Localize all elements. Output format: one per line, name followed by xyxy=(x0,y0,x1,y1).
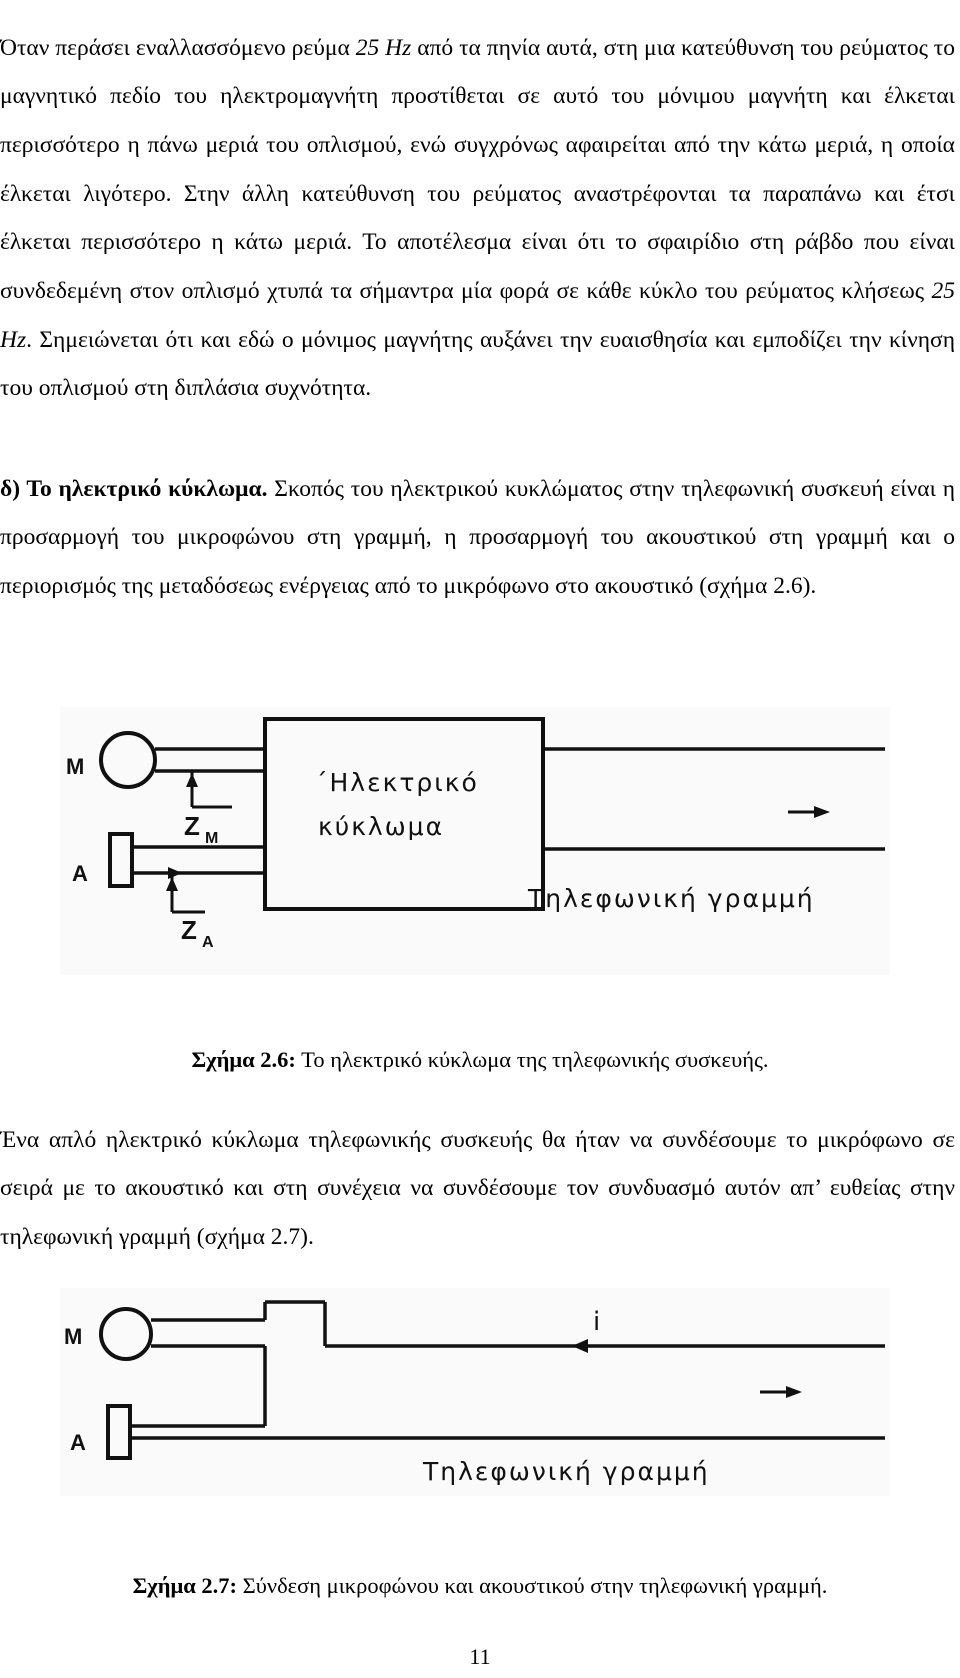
label-earpiece: A xyxy=(72,861,88,886)
text-run: . Σημειώνεται ότι και εδώ ο μόνιμος μαγνήτης αυξάνει την ευαισθησία και εμποδίζει την κίνηση του οπλισμού στη διπλάσια συχνότητα. xyxy=(0,326,955,402)
microphone-symbol xyxy=(101,1309,151,1359)
series-diagram-svg xyxy=(60,1288,890,1496)
line-label: Τηλεφωνική γραμμή xyxy=(423,1457,710,1486)
earpiece-symbol xyxy=(108,1406,130,1458)
label-za-subscript: A xyxy=(202,934,214,951)
microphone-symbol xyxy=(101,733,155,787)
paragraph-simple-circuit xyxy=(0,1116,955,1262)
text-run: Όταν περάσει εναλλασσόμενο ρεύμα xyxy=(0,34,356,61)
text-run: Σκοπός του ηλεκτρικού κυκλώματος στην τηλεφωνική συσκευή είναι η προσαρμογή του μικροφώνου στη γραμμή, η προσαρμογή του ακουστικού στη γραμμή και ο περιορισμός της μεταδόσεως ενέργειας από το μικρόφωνο στο ακουστικό (σχήμα 2.6). xyxy=(0,475,955,599)
caption-prefix: Σχήμα 2.6: xyxy=(191,1046,296,1072)
label-zm: Z xyxy=(184,811,200,841)
arrow-head xyxy=(814,806,830,818)
caption-prefix: Σχήμα 2.7: xyxy=(132,1572,238,1598)
line-label: Τηλεφωνική γραμμή xyxy=(528,884,815,913)
figure-caption xyxy=(0,1045,960,1075)
text-run: από τα πηνία αυτά, στη μια κατεύθυνση του ρεύματος το μαγνητικό πεδίο του ηλεκτρομαγνήτη προστίθεται σε αυτό του μόνιμου μαγνήτη και έλκεται περισσότερο η πάνω μεριά του οπλισμού, ενώ συγχρόνως αφαιρείται από την κάτω μεριά, η οποία έλκεται λιγότερο. Στην άλλη κατεύθυνση του ρεύματος αναστρέφονται τα παραπάνω και έτσι έλκεται περισσότερο η κάτω μεριά. Το αποτέλεσμα είναι ότι το σφαιρίδιο στη ράβδο που είναι συνδεδεμένη στον οπλισμό χτυπά τα σήμαντρα μία φορά σε κάθε κύκλο του ρεύματος κλήσεως xyxy=(0,34,955,305)
circuit-diagram-svg xyxy=(60,707,890,975)
caption-text: Το ηλεκτρικό κύκλωμα της τηλεφωνικής συσκευής. xyxy=(295,1046,769,1072)
label-za: Z xyxy=(181,915,197,945)
figure-circuit-diagram xyxy=(60,707,890,975)
label-microphone: M xyxy=(64,1324,83,1349)
label-microphone: M xyxy=(66,754,85,779)
box-label-line-1: ΄Ηλεκτρικό xyxy=(315,768,479,797)
box-label-line-2: κύκλωμα xyxy=(318,812,445,841)
frequency-value: 25 Hz xyxy=(355,34,412,61)
caption-text: Σύνδεση μικροφώνου και ακουστικού στην τηλεφωνική γραμμή. xyxy=(237,1572,828,1598)
arrow-head xyxy=(572,1339,588,1353)
label-zm-subscript: M xyxy=(205,830,219,847)
arrow-head xyxy=(168,867,182,879)
section-heading: δ) Το ηλεκτρικό κύκλωμα. xyxy=(0,475,268,502)
arrow-head xyxy=(186,773,198,787)
page-number: 11 xyxy=(469,1644,491,1669)
text-run: Ένα απλό ηλεκτρικό κύκλωμα τηλεφωνικής συσκευής θα ήταν να συνδέσουμε το μικρόφωνο σε σειρά με το ακουστικό και στη συνέχεια να συνδέσουμε τον συνδυασμό αυτόν απ’ ευθείας στην τηλεφωνική γραμμή (σχήμα 2.7). xyxy=(0,1126,955,1250)
figure-caption xyxy=(0,1571,960,1601)
arrow-head xyxy=(786,1386,802,1398)
figure-series-connection xyxy=(60,1288,890,1496)
label-earpiece: A xyxy=(70,1430,86,1455)
current-label: i xyxy=(593,1307,601,1337)
paragraph-electric-circuit xyxy=(0,465,955,611)
frequency-value: 25 Hz xyxy=(0,278,955,353)
arrow-head xyxy=(166,877,178,891)
earpiece-symbol xyxy=(110,834,132,886)
paragraph-armature-operation xyxy=(0,24,955,414)
